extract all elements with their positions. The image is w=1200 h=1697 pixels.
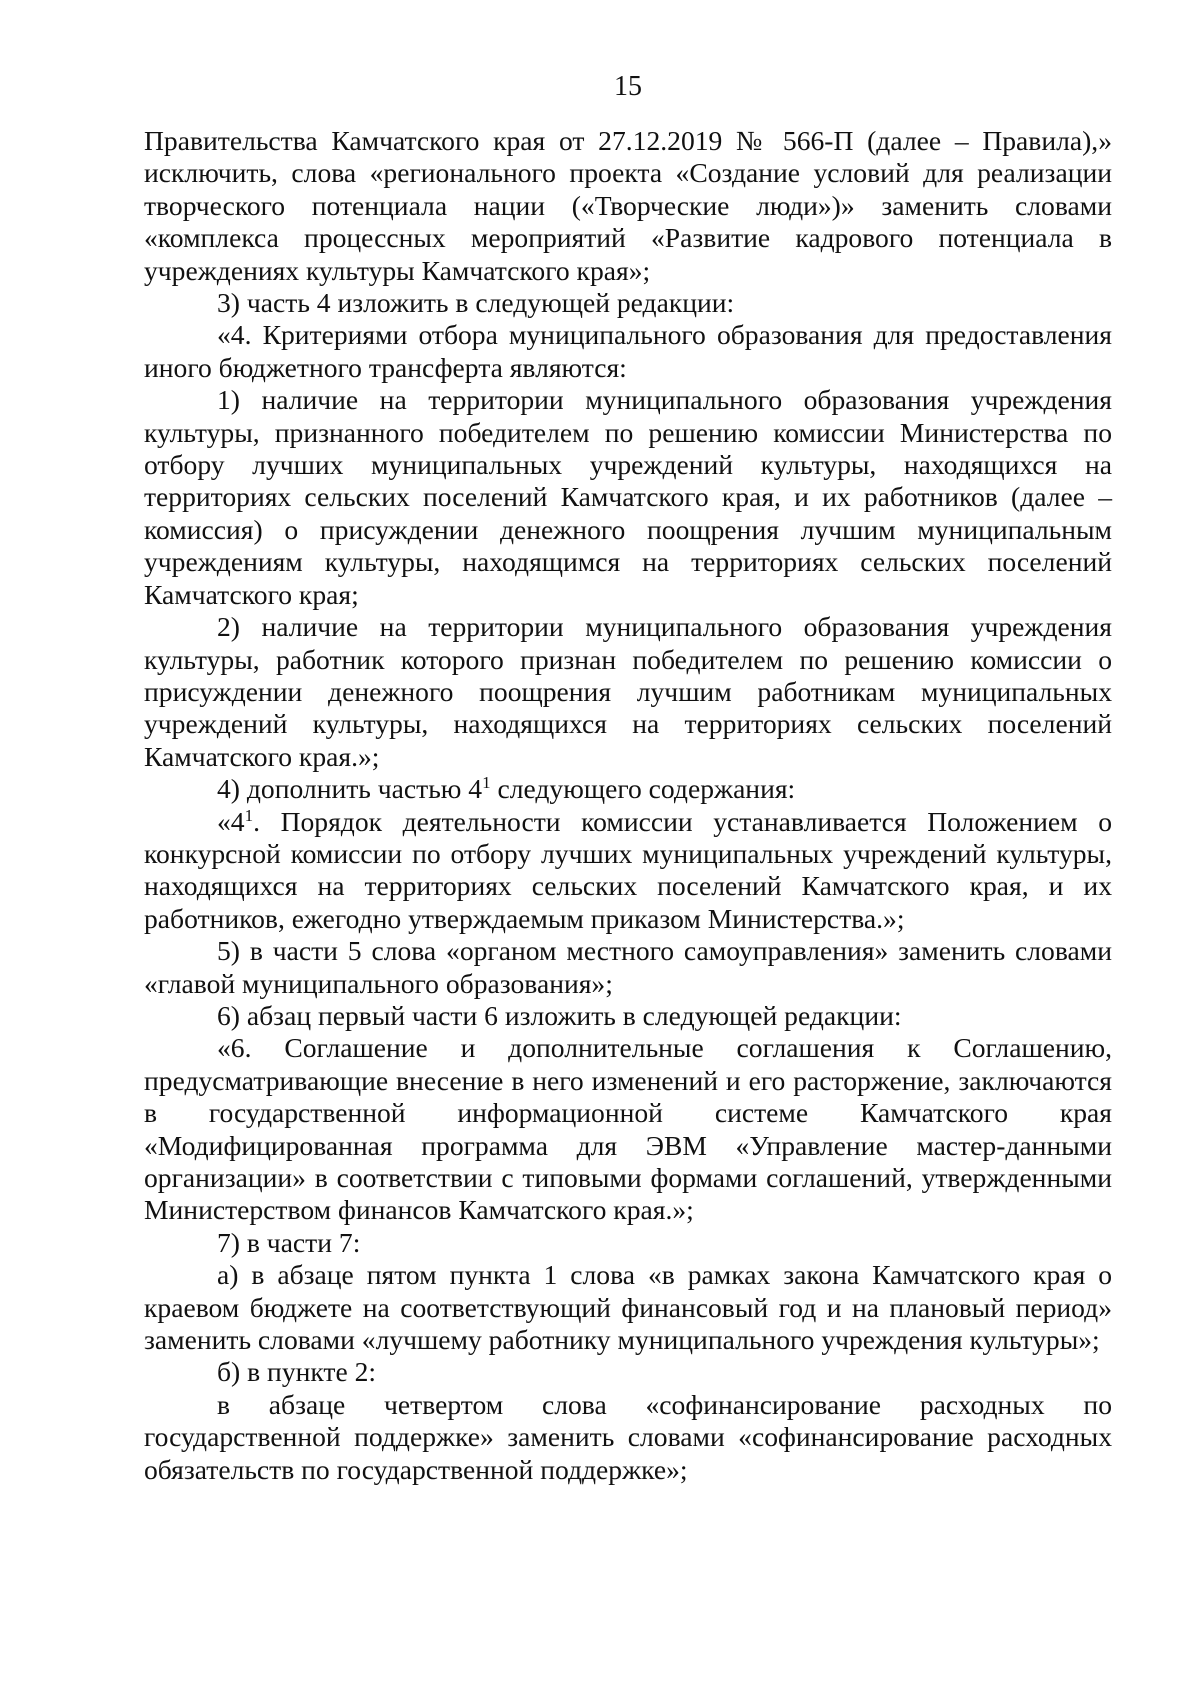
paragraph-item-4-text-before: 4) дополнить частью 4 <box>217 773 483 805</box>
paragraph-criterion-1: 1) наличие на территории муниципального образования учреждения культуры, признанного победителем по решению комиссии Министерства по отбору лучших муниципальных учреждений культуры, находящихся на территориях сельских поселений Камчатского края, и их работников (далее – комиссия) о присуждении денежного поощрения лучшим муниципальным учреждениям культуры, находящимся на территориях сельских поселений Камчатского края; <box>144 384 1112 610</box>
page-number: 15 <box>614 71 642 102</box>
paragraph-item-3: 3) часть 4 изложить в следующей редакции: <box>217 287 735 319</box>
paragraph-subitem-a: а) в абзаце пятом пункта 1 слова «в рамках закона Камчатского края о краевом бюджете на соответствующий финансовый год и на плановый период» заменить словами «лучшему работнику муниципального учреждения культуры»; <box>144 1259 1112 1356</box>
document-body <box>144 125 1112 1486</box>
paragraph-item-7: 7) в части 7: <box>217 1226 361 1258</box>
paragraph-quote-6: «6. Соглашение и дополнительные соглашения к Соглашению, предусматривающие внесение в него изменений и его расторжение, заключаются в государственной информационной системе Камчатского края «Модифицированная программа для ЭВМ «Управление мастер-данными организации» в соответствии с типовыми формами соглашений, утвержденными Министерством финансов Камчатского края.»; <box>144 1032 1112 1226</box>
paragraph-item-4 <box>144 773 1112 805</box>
paragraph-quote-4-1 <box>144 806 1112 936</box>
paragraph-quote-4: «4. Критериями отбора муниципального образования для предоставления иного бюджетного трансферта являются: <box>144 319 1112 383</box>
paragraph-quote-4-1-text-before: «4 <box>217 805 245 837</box>
paragraph-subitem-b: б) в пункте 2: <box>217 1356 377 1388</box>
superscript-1: 1 <box>244 805 254 825</box>
paragraph-item-6: 6) абзац первый части 6 изложить в следующей редакции: <box>217 999 902 1031</box>
superscript-1: 1 <box>482 772 491 792</box>
paragraph-item-4-text-after: следующего содержания: <box>490 773 796 805</box>
paragraph-subitem-b-detail: в абзаце четвертом слова «софинансирование расходных по государственной поддержке» заменить словами «софинансирование расходных обязательств по государственной поддержке»; <box>144 1388 1112 1485</box>
paragraph-item-5: 5) в части 5 слова «органом местного самоуправления» заменить словами «главой муниципального образования»; <box>144 935 1112 999</box>
paragraph-quote-4-1-text-after: . Порядок деятельности комиссии устанавливается Положением о конкурсной комиссии по отбору лучших муниципальных учреждений культуры, находящихся на территориях сельских поселений Камчатского края, и их работников, ежегодно утверждаемым приказом Министерства.»; <box>144 805 1112 934</box>
paragraph-continuation: Правительства Камчатского края от 27.12.2019 № 566-П (далее – Правила),» исключить, слова «регионального проекта «Создание условий для реализации творческого потенциала нации («Творческие люди»)» заменить словами «комплекса процессных мероприятий «Развитие кадрового потенциала в учреждениях культуры Камчатского края»; <box>144 125 1112 286</box>
paragraph-criterion-2: 2) наличие на территории муниципального образования учреждения культуры, работник которого признан победителем по решению комиссии о присуждении денежного поощрения лучшим работникам муниципальных учреждений культуры, находящихся на территориях сельских поселений Камчатского края.»; <box>144 611 1112 772</box>
